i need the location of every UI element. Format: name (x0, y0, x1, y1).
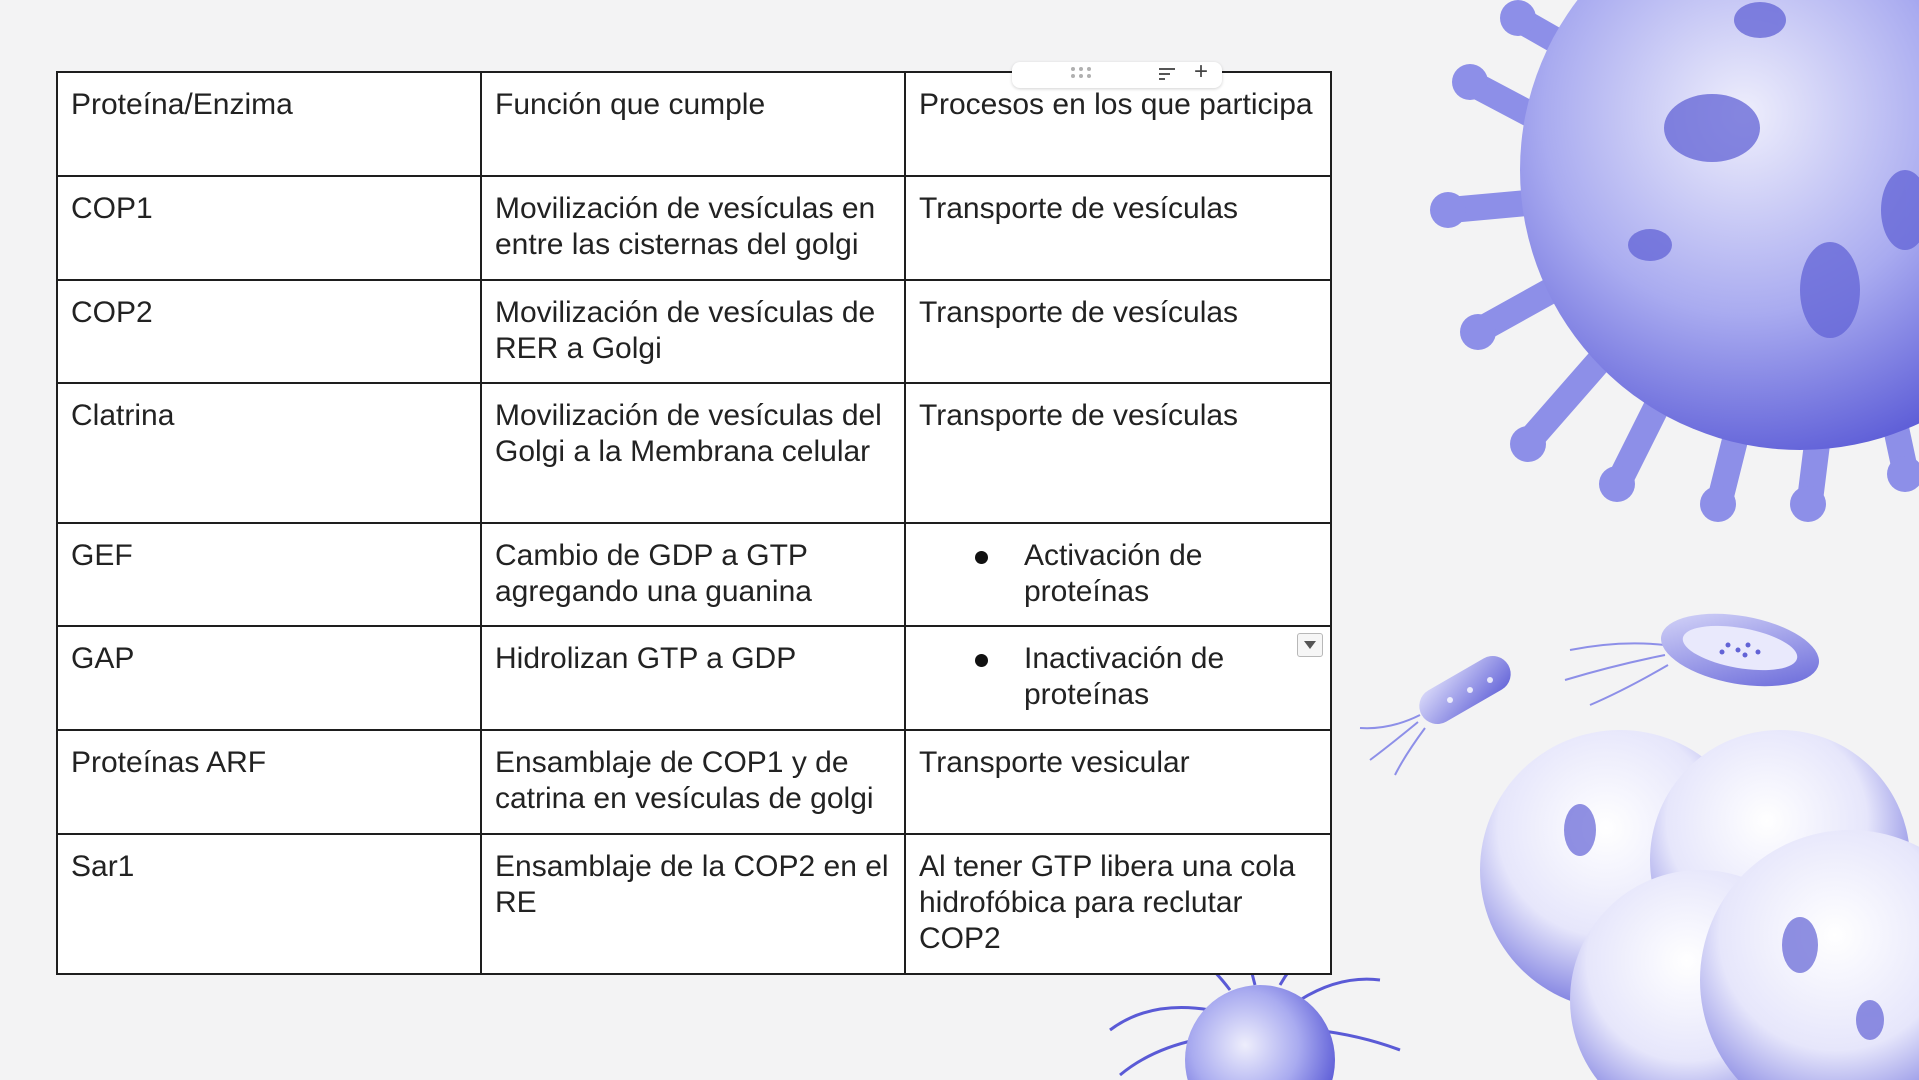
bullet-icon (975, 551, 988, 564)
bullet-list-item (919, 538, 1318, 610)
bacterium-small-icon (1360, 649, 1517, 775)
bacterium-oval-icon (1565, 603, 1825, 705)
cell-function[interactable]: Movilización de vesículas del Golgi a la Membrana celular (481, 383, 905, 523)
table-row (57, 730, 1331, 834)
table-row (57, 523, 1331, 626)
table-toolbar (1012, 58, 1222, 88)
cell-cluster-icon (1480, 730, 1919, 1080)
table-row (57, 383, 1331, 523)
plus-icon[interactable]: + (1194, 58, 1209, 85)
cell-function[interactable]: Ensamblaje de la COP2 en el RE (481, 834, 905, 974)
protein-table-container (56, 71, 1330, 975)
cell-process[interactable] (905, 523, 1331, 626)
cell-process[interactable]: Transporte de vesículas (905, 176, 1331, 280)
cell-process[interactable]: Transporte de vesículas (905, 383, 1331, 523)
header-cell-function[interactable]: Función que cumple (481, 72, 905, 176)
cell-protein[interactable]: Proteínas ARF (57, 730, 481, 834)
bullet-text: Inactivación de proteínas (1024, 642, 1225, 711)
cell-protein[interactable]: COP2 (57, 280, 481, 383)
cell-protein[interactable]: Clatrina (57, 383, 481, 523)
cell-process[interactable]: Al tener GTP libera una cola hidrofóbica para reclutar COP2 (905, 834, 1331, 974)
cell-function[interactable]: Ensamblaje de COP1 y de catrina en vesículas de golgi (481, 730, 905, 834)
cell-protein[interactable]: Sar1 (57, 834, 481, 974)
cell-protein[interactable]: GAP (57, 626, 481, 730)
virus-large-icon (1430, 0, 1919, 522)
bullet-list-item (919, 641, 1318, 713)
cell-function[interactable]: Movilización de vesículas en entre las cisternas del golgi (481, 176, 905, 280)
cell-process[interactable]: Transporte de vesículas (905, 280, 1331, 383)
table-row (57, 280, 1331, 383)
protein-table (56, 71, 1332, 975)
bullet-text: Activación de proteínas (1024, 539, 1203, 608)
bullet-icon (975, 654, 988, 667)
header-cell-process[interactable]: Procesos en los que participa (905, 72, 1331, 176)
cell-process[interactable] (905, 626, 1331, 730)
cell-function[interactable]: Movilización de vesículas de RER a Golgi (481, 280, 905, 383)
chevron-down-icon (1304, 641, 1316, 649)
header-cell-protein[interactable]: Proteína/Enzima (57, 72, 481, 176)
drag-handle-icon[interactable] (1070, 66, 1096, 85)
cell-function[interactable]: Cambio de GDP a GTP agregando una guanina (481, 523, 905, 626)
table-row (57, 176, 1331, 280)
table-row (57, 834, 1331, 974)
cell-dropdown-button[interactable] (1297, 633, 1323, 657)
cell-process[interactable]: Transporte vesicular (905, 730, 1331, 834)
cell-protein[interactable]: GEF (57, 523, 481, 626)
cell-protein[interactable]: COP1 (57, 176, 481, 280)
cell-function[interactable]: Hidrolizan GTP a GDP (481, 626, 905, 730)
table-row (57, 626, 1331, 730)
sort-icon[interactable] (1158, 66, 1176, 87)
